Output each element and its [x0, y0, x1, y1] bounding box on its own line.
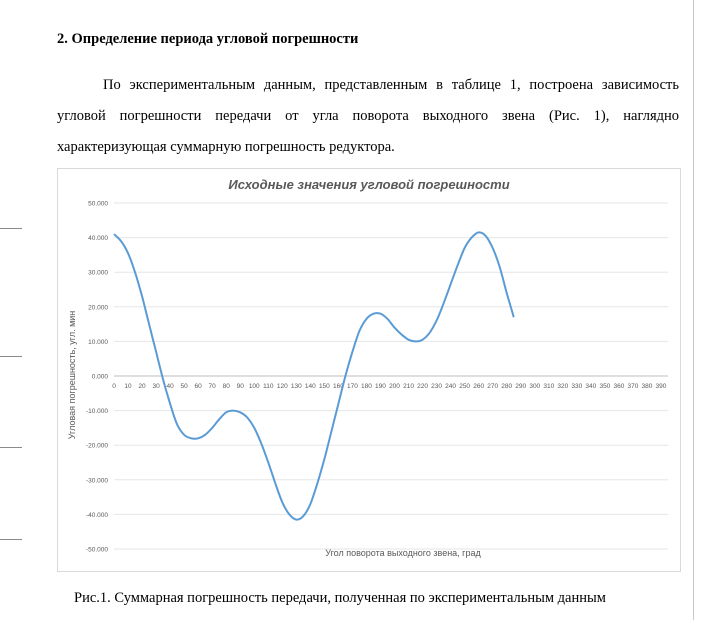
- y-axis-ticks: [86, 201, 108, 554]
- x-tick-label: 10: [124, 383, 132, 390]
- margin-marker: [0, 539, 22, 540]
- y-tick-label: 50.000: [88, 200, 108, 208]
- x-tick-label: 220: [417, 383, 428, 390]
- chart-title: Исходные значения угловой погрешности: [228, 177, 510, 192]
- x-tick-label: 360: [613, 383, 625, 390]
- x-tick-label: 270: [487, 383, 499, 390]
- y-tick-label: -20.000: [85, 442, 108, 450]
- x-tick-label: 210: [403, 383, 414, 390]
- y-tick-label: 20.000: [88, 304, 108, 312]
- gridlines: [114, 203, 668, 549]
- x-tick-label: 160: [332, 383, 344, 390]
- x-tick-label: 20: [138, 383, 146, 390]
- x-tick-label: 320: [557, 383, 569, 390]
- x-tick-label: 310: [543, 383, 555, 390]
- x-tick-label: 380: [641, 383, 653, 390]
- x-tick-label: 280: [501, 383, 513, 390]
- x-tick-label: 340: [585, 383, 597, 390]
- x-tick-label: 130: [290, 383, 302, 390]
- chart-container: [57, 168, 681, 572]
- x-tick-label: 70: [208, 383, 216, 390]
- x-tick-label: 60: [194, 383, 202, 390]
- x-tick-label: 330: [571, 383, 583, 390]
- y-tick-label: -30.000: [85, 477, 108, 485]
- y-axis-label: Угловая погрешность, угл. мин: [67, 310, 77, 440]
- x-tick-label: 390: [655, 383, 667, 390]
- x-tick-label: 350: [599, 383, 611, 390]
- y-tick-label: -10.000: [85, 408, 108, 416]
- page-border: [693, 0, 694, 620]
- x-axis-ticks: [112, 383, 667, 390]
- x-tick-label: 180: [361, 383, 372, 390]
- margin-marker: [0, 228, 22, 229]
- x-tick-label: 40: [166, 383, 174, 390]
- figure-caption: Рис.1. Суммарная погрешность передачи, полученная по экспериментальным данным: [74, 590, 606, 606]
- y-tick-label: 30.000: [88, 269, 108, 277]
- x-tick-label: 0: [112, 383, 116, 390]
- x-tick-label: 170: [347, 383, 358, 390]
- x-tick-label: 100: [248, 383, 260, 390]
- x-tick-label: 30: [152, 383, 160, 390]
- x-tick-label: 200: [389, 383, 400, 390]
- line-chart: [58, 169, 680, 571]
- x-tick-label: 90: [236, 383, 244, 390]
- x-tick-label: 140: [304, 383, 316, 390]
- margin-marker: [0, 447, 22, 448]
- x-tick-label: 50: [180, 383, 188, 390]
- margin-marker: [0, 356, 22, 357]
- x-tick-label: 370: [627, 383, 639, 390]
- x-tick-label: 110: [263, 383, 274, 390]
- y-tick-label: 40.000: [88, 235, 108, 243]
- y-tick-label: -50.000: [85, 546, 108, 554]
- x-tick-label: 250: [459, 383, 471, 390]
- x-tick-label: 290: [515, 383, 527, 390]
- x-axis-label: Угол поворота выходного звена, град: [325, 548, 481, 558]
- x-tick-label: 80: [222, 383, 230, 390]
- x-tick-label: 150: [318, 383, 330, 390]
- y-tick-label: -40.000: [85, 511, 108, 519]
- x-tick-label: 190: [375, 383, 386, 390]
- paragraph-text: По экспериментальным данным, представленным в таблице 1, построена зависимость угловой погрешности передачи от угла поворота выходного звена (Рис. 1), наглядно характеризующая суммарную погрешность редуктора.: [57, 77, 679, 155]
- x-tick-label: 240: [445, 383, 457, 390]
- y-tick-label: 10.000: [88, 338, 108, 346]
- x-tick-label: 120: [276, 383, 288, 390]
- x-tick-label: 230: [431, 383, 443, 390]
- y-tick-label: 0.000: [91, 373, 108, 381]
- section-heading: 2. Определение периода угловой погрешности: [57, 31, 359, 47]
- body-paragraph: [57, 70, 679, 163]
- x-tick-label: 300: [529, 383, 541, 390]
- x-tick-label: 260: [473, 383, 485, 390]
